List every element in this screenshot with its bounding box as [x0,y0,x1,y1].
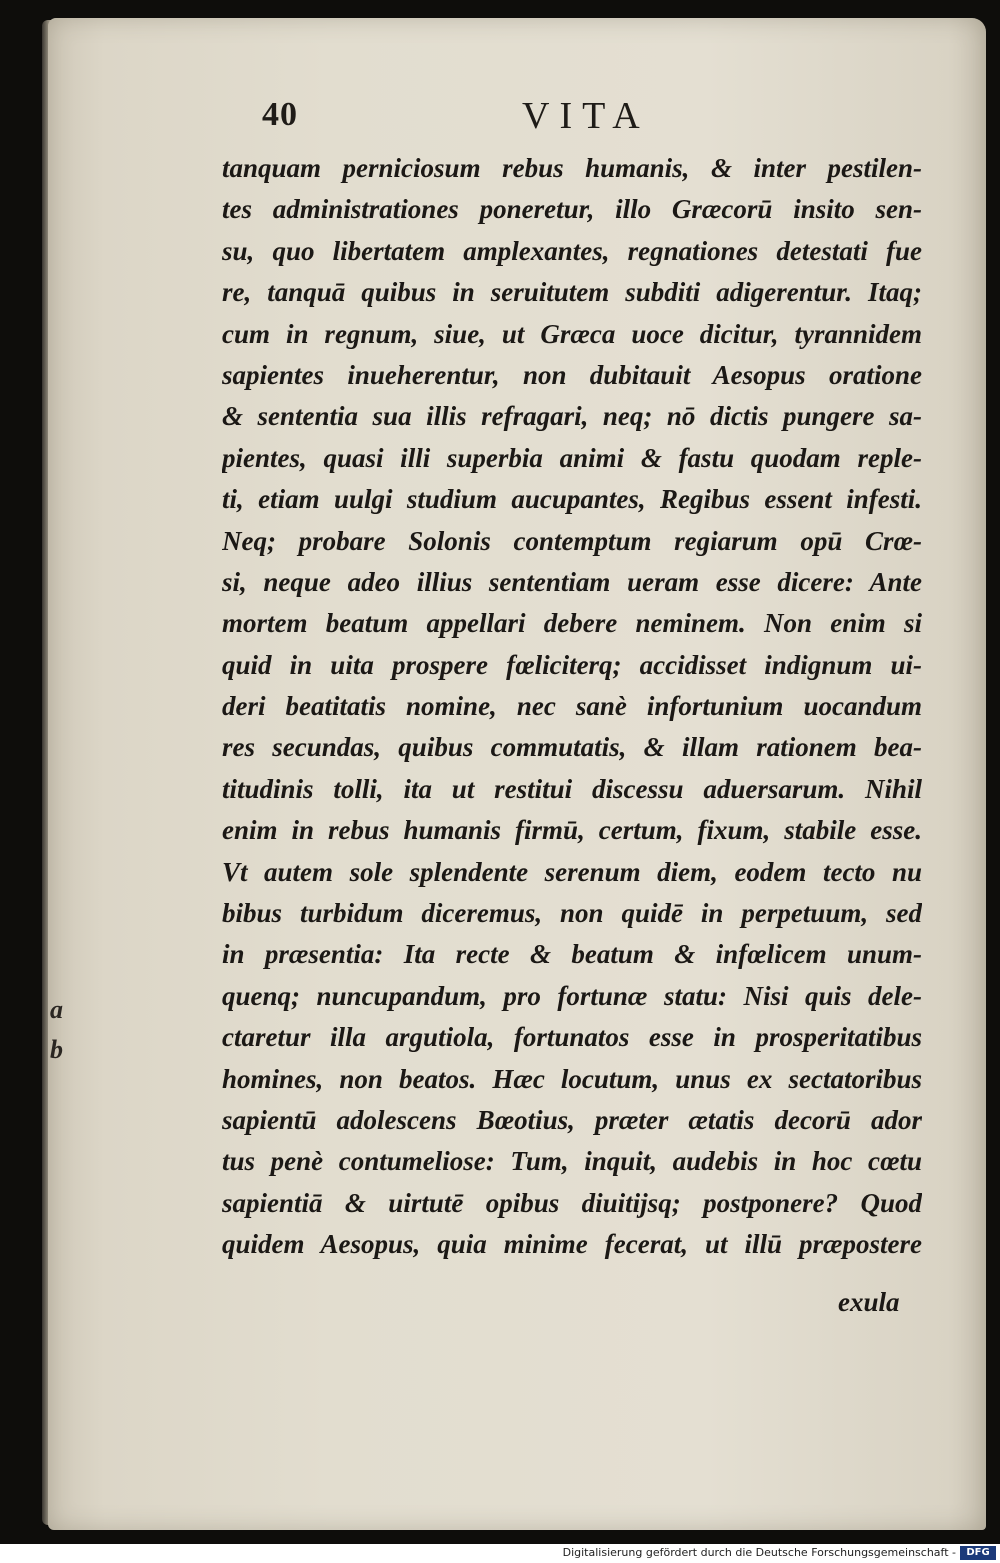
text-line: & sententia sua illis refragari, neq; nō dictis pungere sa- [222,401,922,432]
text-line: ctaretur illa argutiola, fortunatos esse in prosperitatibus [222,1022,922,1053]
dfg-logo-icon: DFG [960,1546,996,1560]
text-line: deri beatitatis nomine, nec sanè infortunium uocandum [222,691,922,722]
text-line: quenq; nuncupandum, pro fortunæ statu: Nisi quis dele- [222,980,922,1011]
footer-credit: Digitalisierung gefördert durch die Deutsche Forschungsgemeinschaft - [562,1546,956,1559]
text-line: homines, non beatos. Hæc locutum, unus ex sectatoribus [222,1063,922,1094]
running-head: VITA [522,95,650,137]
text-line: quidem Aesopus, quia minime fecerat, ut illū præpostere [222,1229,922,1260]
text-line: in præsentia: Ita recte & beatum & infœlicem unum- [222,939,922,970]
text-line: enim in rebus humanis firmū, certum, fixum, stabile esse. [222,815,922,846]
text-line: tanquam perniciosum rebus humanis, & inter pestilen- [222,153,922,183]
text-line: quid in uita prospere fœliciterq; accidisset indignum ui- [222,649,922,680]
body-text [222,148,922,1266]
text-line: mortem beatum appellari debere neminem. Non enim si [222,608,922,639]
text-line: sapientes inueherentur, non dubitauit Aesopus oratione [222,359,922,390]
text-line: su, quo libertatem amplexantes, regnationes detestati fue [222,235,922,266]
text-line: cum in regnum, siue, ut Græca uoce dicitur, tyrannidem [222,318,922,349]
text-line: ti, etiam uulgi studium aucupantes, Regibus essent infesti. [222,484,922,515]
text-line: si, neque adeo illius sententiam ueram esse dicere: Ante [222,566,922,597]
text-line: tes administrationes poneretur, illo Græcorū insito sen- [222,194,922,225]
text-line: titudinis tolli, ita ut restitui discessu aduersarum. Nihil [222,773,922,804]
page-number: 40 [262,96,298,133]
text-line: bibus turbidum diceremus, non quidē in perpetuum, sed [222,898,922,929]
text-line: Neq; probare Solonis contemptum regiarum opū Crœ- [222,525,922,556]
text-line: sapientū adolescens Bœotius, præter ætatis decorū ador [222,1104,922,1135]
catchword: exula [838,1287,900,1317]
text-line: tus penè contumeliose: Tum, inquit, audebis in hoc cœtu [222,1146,922,1177]
text-line: re, tanquā quibus in seruitutem subditi adigerentur. Itaq; [222,277,922,308]
text-line: sapientiā & uirtutē opibus diuitijsq; postponere? Quod [222,1187,922,1218]
text-line: pientes, quasi illi superbia animi & fastu quodam reple- [222,442,922,473]
footer-bar [0,1544,1000,1563]
text-line: Vt autem sole splendente serenum diem, eodem tecto nu [222,856,922,887]
margin-note: a b [50,995,63,1064]
text-line: res secundas, quibus commutatis, & illam rationem bea- [222,732,922,763]
